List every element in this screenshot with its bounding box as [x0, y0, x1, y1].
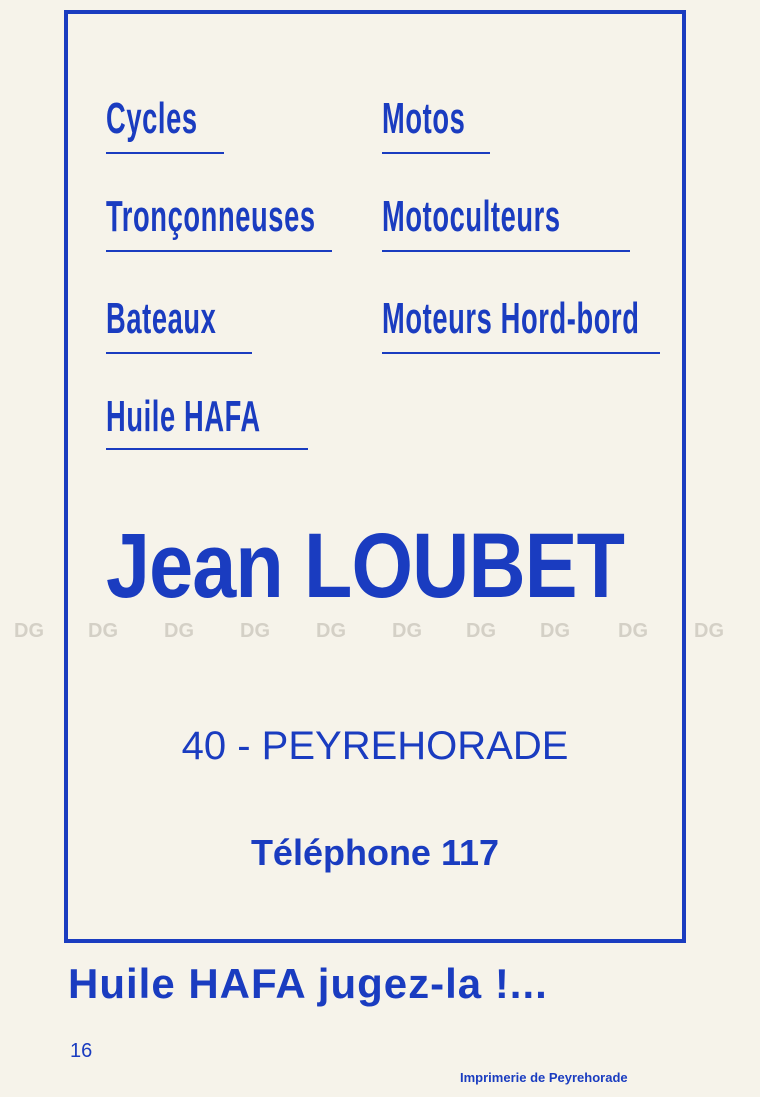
underline: [106, 250, 332, 252]
watermark: DG: [466, 620, 496, 642]
underline: [382, 352, 660, 354]
watermark: DG: [316, 620, 346, 642]
product-tronconneuses: Tronçonneuses: [106, 192, 316, 241]
product-motoculteurs: Motoculteurs: [382, 192, 561, 241]
underline: [106, 352, 252, 354]
underline: [106, 448, 308, 450]
product-moteurs-hord-bord: Moteurs Hord-bord: [382, 294, 640, 343]
ad-frame: [64, 10, 686, 943]
watermark: DG: [14, 620, 44, 642]
watermark: DG: [392, 620, 422, 642]
telephone: Téléphone 117: [250, 832, 500, 873]
watermark: DG: [88, 620, 118, 642]
product-bateaux: Bateaux: [106, 294, 217, 343]
page-number: 16: [70, 1040, 93, 1062]
product-cycles: Cycles: [106, 94, 198, 143]
watermark: DG: [240, 620, 270, 642]
watermark: DG: [540, 620, 570, 642]
underline: [382, 250, 630, 252]
printer-credit: Imprimerie de Peyrehorade: [460, 1070, 628, 1085]
watermark: DG: [694, 620, 724, 642]
underline: [106, 152, 224, 154]
merchant-name: Jean LOUBET: [106, 515, 625, 617]
address: 40 - PEYREHORADE: [181, 724, 569, 768]
product-motos: Motos: [382, 94, 466, 143]
watermark: DG: [618, 620, 648, 642]
product-huile-hafa: Huile HAFA: [106, 392, 261, 441]
slogan: Huile HAFA jugez-la !...: [68, 960, 548, 1007]
underline: [382, 152, 490, 154]
watermark: DG: [164, 620, 194, 642]
